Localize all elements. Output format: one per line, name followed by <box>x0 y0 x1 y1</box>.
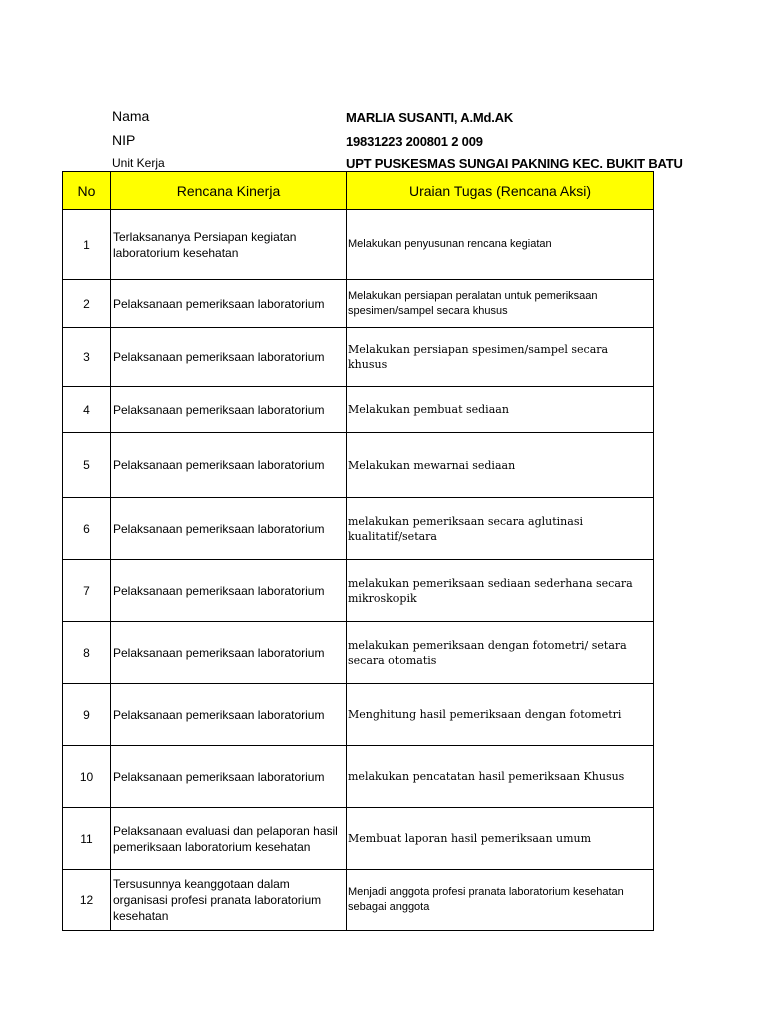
row-no: 6 <box>63 498 111 560</box>
row-uraian: Membuat laporan hasil pemeriksaan umum <box>347 808 654 870</box>
row-uraian: melakukan pemeriksaan secara aglutinasi kualitatif/setara <box>347 498 654 560</box>
table-row <box>63 870 654 931</box>
table-row <box>63 498 654 560</box>
row-no: 11 <box>63 808 111 870</box>
row-uraian: Melakukan pembuat sediaan <box>347 387 654 433</box>
row-rencana: Pelaksanaan pemeriksaan laboratorium <box>111 684 347 746</box>
row-uraian: Menjadi anggota profesi pranata laboratorium kesehatan sebagai anggota <box>347 870 654 931</box>
nip-label: NIP <box>112 132 136 148</box>
header-nama-row <box>0 108 768 130</box>
row-uraian: Melakukan penyusunan rencana kegiatan <box>347 210 654 280</box>
row-uraian: melakukan pemeriksaan sediaan sederhana secara mikroskopik <box>347 560 654 622</box>
row-rencana: Terlaksananya Persiapan kegiatan laboratorium kesehatan <box>111 210 347 280</box>
row-no: 1 <box>63 210 111 280</box>
row-no: 7 <box>63 560 111 622</box>
col-header-no: No <box>63 172 111 210</box>
row-uraian: Melakukan persiapan peralatan untuk pemeriksaan spesimen/sampel secara khusus <box>347 280 654 328</box>
row-rencana: Tersusunnya keanggotaan dalam organisasi profesi pranata laboratorium kesehatan <box>111 870 347 931</box>
table-row <box>63 328 654 387</box>
row-rencana: Pelaksanaan pemeriksaan laboratorium <box>111 280 347 328</box>
row-no: 4 <box>63 387 111 433</box>
row-uraian: Melakukan persiapan spesimen/sampel secara khusus <box>347 328 654 387</box>
row-no: 5 <box>63 433 111 498</box>
header-nip-row <box>0 132 768 154</box>
table-row <box>63 560 654 622</box>
row-no: 9 <box>63 684 111 746</box>
row-uraian: Melakukan mewarnai sediaan <box>347 433 654 498</box>
row-rencana: Pelaksanaan evaluasi dan pelaporan hasil pemeriksaan laboratorium kesehatan <box>111 808 347 870</box>
row-no: 8 <box>63 622 111 684</box>
rencana-aksi-table <box>62 171 654 931</box>
table-row <box>63 622 654 684</box>
row-rencana: Pelaksanaan pemeriksaan laboratorium <box>111 498 347 560</box>
row-rencana: Pelaksanaan pemeriksaan laboratorium <box>111 622 347 684</box>
row-no: 10 <box>63 746 111 808</box>
row-no: 3 <box>63 328 111 387</box>
table-row <box>63 210 654 280</box>
table-row <box>63 433 654 498</box>
row-uraian: melakukan pemeriksaan dengan fotometri/ setara secara otomatis <box>347 622 654 684</box>
row-rencana: Pelaksanaan pemeriksaan laboratorium <box>111 433 347 498</box>
table-row <box>63 746 654 808</box>
table-header-row <box>63 172 654 210</box>
row-uraian: melakukan pencatatan hasil pemeriksaan Khusus <box>347 746 654 808</box>
table-row <box>63 387 654 433</box>
row-rencana: Pelaksanaan pemeriksaan laboratorium <box>111 560 347 622</box>
row-rencana: Pelaksanaan pemeriksaan laboratorium <box>111 746 347 808</box>
row-no: 12 <box>63 870 111 931</box>
row-uraian: Menghitung hasil pemeriksaan dengan fotometri <box>347 684 654 746</box>
row-no: 2 <box>63 280 111 328</box>
unit-label: Unit Kerja <box>112 156 165 170</box>
nip-value: 19831223 200801 2 009 <box>346 134 483 149</box>
table-row <box>63 280 654 328</box>
col-header-rencana: Rencana Kinerja <box>111 172 347 210</box>
row-rencana: Pelaksanaan pemeriksaan laboratorium <box>111 387 347 433</box>
nama-value: MARLIA SUSANTI, A.Md.AK <box>346 110 514 125</box>
row-rencana: Pelaksanaan pemeriksaan laboratorium <box>111 328 347 387</box>
table-row <box>63 808 654 870</box>
table-row <box>63 684 654 746</box>
col-header-uraian: Uraian Tugas (Rencana Aksi) <box>347 172 654 210</box>
unit-value: UPT PUSKESMAS SUNGAI PAKNING KEC. BUKIT BATU <box>346 156 683 171</box>
nama-label: Nama <box>112 108 150 124</box>
